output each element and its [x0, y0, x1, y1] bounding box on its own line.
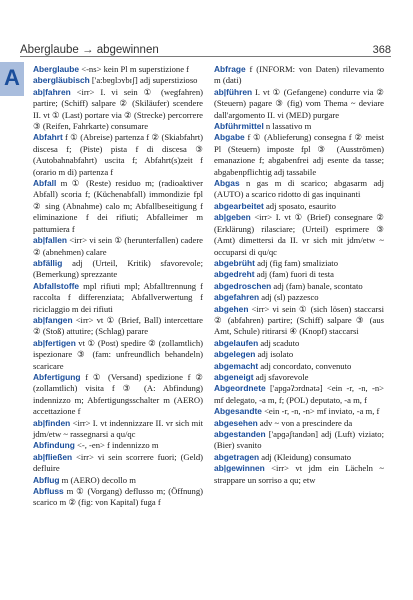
- entry-headword: ab|fließen: [33, 451, 73, 462]
- entry-text: adj concordato, convenuto: [258, 360, 352, 371]
- entry-headword: ab|fertigen: [33, 337, 76, 348]
- dictionary-entry: [214, 372, 384, 383]
- dictionary-entry: [214, 132, 384, 178]
- dictionary-entry: [214, 429, 384, 452]
- dictionary-entry: [214, 281, 384, 292]
- dictionary-entry: [33, 338, 203, 372]
- entry-text: adj (Urteil, Kritik) sfavorevole; (Bemerkung) sprezzante: [33, 257, 203, 280]
- entry-headword: ab|gewinnen: [214, 463, 265, 474]
- running-head: Aberglaube → abgewinnen: [20, 44, 159, 56]
- dictionary-entry: [214, 361, 384, 372]
- entry-headword: abgestanden: [214, 429, 266, 439]
- entry-headword: abgeneigt: [214, 371, 254, 382]
- dictionary-entry: [214, 87, 384, 121]
- entry-text: m ① (Reste) residuo m; (radioaktiver Abfall) scoria f; (Küchenabfall) immondizie fpl ② sing (Abnahme) calo m; Abfallbeseitigung f eliminazione f dei rifiuti; Abfalleimer m pattumiera f: [33, 178, 203, 234]
- entry-text: I. vt ① (Gefangene) condurre via ② (Steuern) pagare ③ (fig) vom Thema ~ deviare dall'argomento II. vi (MED) purgare: [214, 86, 384, 120]
- entry-headword: Abfrage: [214, 64, 246, 74]
- entry-headword: Abgesandte: [214, 406, 262, 417]
- entry-headword: ab|fallen: [33, 235, 67, 246]
- entry-text: <irr> vi sein ① (sich lösen) staccarsi ② (abfahren) partire; (Schiff) salpare ③ (aus Amt, Schule) ritirarsi ④ (Knopf) staccarsi: [214, 303, 384, 337]
- entry-headword: Abflug: [33, 474, 60, 485]
- entry-headword: ab|führen: [214, 86, 253, 97]
- entry-headword: abgedroschen: [214, 280, 272, 291]
- running-header: [20, 38, 391, 57]
- entry-text: <irr> vi sein scorrere fuori; (Geld) defluire: [33, 451, 203, 474]
- entry-headword: ab|fahren: [33, 86, 71, 97]
- entry-text: f ① (Ablieferung) consegna f ② meist Pl (Steuern) imposte fpl ③ (Ausströmen) emanazione f; abgabenfrei adj esente da tasse; abgabenpflichtig adj tassabile: [214, 132, 384, 177]
- entry-headword: Abfertigung: [33, 371, 81, 382]
- dictionary-entry: [214, 452, 384, 463]
- dictionary-entry: [33, 440, 203, 451]
- dictionary-entry: [214, 269, 384, 280]
- right-column: [214, 64, 384, 486]
- entry-headword: ab|finden: [33, 417, 71, 428]
- entry-text: m (AERO) decollo m: [59, 474, 136, 485]
- entry-text: adj (fig fam) smaliziato: [254, 257, 338, 268]
- entry-headword: Abfindung: [33, 440, 75, 451]
- entry-headword: abgehen: [214, 303, 249, 314]
- entry-text: <-, -en> f indennizzo m: [74, 440, 159, 451]
- entry-text: <ein -r, -n, -n> mf inviato, -a m, f: [261, 406, 380, 417]
- dictionary-entry: [214, 64, 384, 87]
- dictionary-entry: [214, 178, 384, 201]
- entry-headword: abgetragen: [214, 451, 260, 462]
- dictionary-entry: [214, 418, 384, 429]
- dictionary-entry: [33, 178, 203, 235]
- dictionary-entry: [33, 258, 203, 281]
- entry-headword: abgebrüht: [214, 257, 255, 268]
- dictionary-entry: [214, 201, 384, 212]
- entry-headword: abergläubisch: [33, 75, 90, 86]
- dictionary-entry: [33, 87, 203, 133]
- dictionary-entry: [33, 64, 203, 75]
- entry-text: f ① (Abreise) partenza f ② (Skiabfahrt) discesa f; (Piste) pista f di discesa ③ (Autobahnabfahrt) uscita f; Abfahrt(s)zeit f (orario m di) partenza f: [33, 132, 203, 177]
- entry-text: adj scaduto: [258, 337, 300, 348]
- entry-headword: ab|geben: [214, 212, 251, 223]
- dictionary-entry: [214, 463, 384, 486]
- dictionary-entry: [33, 372, 203, 418]
- entry-text: <irr> I. vi sein ① (wegfahren) partire; (Schiff) salpare ② (Skiläufer) scendere II. vt ① (Last) portare via ② (Strecke) percorrere ③ (Reifen, Fahrkarte) consumare: [33, 86, 203, 132]
- entry-text: f (INFORM: von Daten) rilevamento m (dati): [214, 64, 384, 86]
- section-letter: A: [4, 65, 20, 90]
- entry-text: adj (fam) fuori di testa: [254, 269, 334, 280]
- entry-text: <irr> I. vt ① (Brief) consegnare ② (Erklärung) rilasciare; (Urteil) esprimere ③ (Amt) dimettersi da II. vr sich mit jdm/etw ~ occuparsi di qu/qc: [214, 212, 384, 257]
- entry-text: ['apɡəʔɔrdnətə] <ein -r, -n, -n> mf delegato, -a m, f; (POL) deputato, -a m, f: [214, 383, 384, 405]
- entry-headword: Abgas: [214, 178, 240, 189]
- entry-headword: Abführmittel: [214, 121, 264, 132]
- entry-text: <irr> vi sein ① (herunterfallen) cadere ② (abnehmen) calare: [33, 235, 203, 257]
- entry-headword: abgelaufen: [214, 337, 259, 348]
- entry-text: adj (Kleidung) consumato: [259, 451, 352, 462]
- dictionary-entry: [214, 349, 384, 360]
- entry-text: m ① (Vorgang) deflusso m; (Öffnung) scarico m ② (fig: von Kapital) fuga f: [33, 486, 203, 508]
- entry-text: n lassativo m: [263, 121, 312, 132]
- entry-headword: abgesehen: [214, 417, 258, 428]
- entry-headword: Abgabe: [214, 132, 245, 143]
- entry-headword: abgedreht: [214, 269, 255, 280]
- entry-text: adj sfavorevole: [253, 371, 309, 382]
- entry-headword: abgelegen: [214, 349, 256, 360]
- entry-headword: abgemacht: [214, 360, 259, 371]
- dictionary-entry: [33, 452, 203, 475]
- entry-headword: Abgeordnete: [214, 383, 266, 394]
- dictionary-entry: [214, 383, 384, 406]
- entry-text: adv ~ von a prescindere da: [257, 417, 353, 428]
- dictionary-entry: [33, 475, 203, 486]
- entry-text: f ① (Versand) spedizione f ② (zollamtlich) visita f ③ (A: Abfindung) indennizzo m; Abfertigungsschalter m (AERO) accettazione f: [33, 371, 203, 417]
- entry-text: <irr> vt jdm ein Lächeln ~ strappare un sorriso a qu; etw: [214, 463, 384, 485]
- entry-headword: Abfluss: [33, 486, 64, 497]
- page-number: 368: [372, 44, 391, 56]
- entry-text: ['a:bɐɡlɔʏbɪʃ] adj superstizioso: [89, 75, 198, 86]
- dictionary-entry: [214, 258, 384, 269]
- entry-headword: Abfallstoffe: [33, 280, 80, 291]
- entry-headword: abfällig: [33, 257, 63, 268]
- entry-headword: Aberglaube: [33, 64, 80, 74]
- dictionary-entry: [33, 281, 203, 315]
- entry-text: n gas m di scarico; abgasarm adj (AUTO) a scarico ridotto di gas inquinanti: [214, 178, 384, 200]
- entry-text: adj sposato, esaurito: [263, 200, 336, 211]
- dictionary-entry: [33, 486, 203, 509]
- entry-text: adj (sl) pazzesco: [259, 292, 319, 303]
- entry-text: vt ① (Post) spedire ② (zollamtlich) ispezionare ③ (fam: unfreundlich behandeln) scaricare: [33, 337, 203, 371]
- dictionary-entry: [214, 304, 384, 338]
- dictionary-entry: [33, 315, 203, 338]
- left-column: [33, 64, 203, 509]
- entry-headword: abgefahren: [214, 292, 260, 303]
- entry-text: adj (fam) banale, scontato: [271, 280, 363, 291]
- entry-text: <-ns> kein Pl m superstizione f: [79, 64, 190, 74]
- dictionary-entry: [214, 292, 384, 303]
- entry-headword: abgearbeitet: [214, 200, 264, 211]
- entry-text: mpl rifiuti mpl; Abfalltrennung f raccolta f differenziata; Abfallverwertung f riciclaggio m dei rifiuti: [33, 280, 203, 314]
- dictionary-entry: [214, 406, 384, 417]
- dictionary-entry: [33, 75, 203, 86]
- dictionary-entry: [33, 235, 203, 258]
- dictionary-entry: [214, 121, 384, 132]
- entry-text: adj isolato: [255, 349, 294, 360]
- dictionary-entry: [33, 132, 203, 178]
- entry-headword: Abfall: [33, 178, 57, 189]
- dictionary-entry: [214, 338, 384, 349]
- dictionary-entry: [214, 212, 384, 258]
- dictionary-entry: [33, 418, 203, 441]
- section-letter-tab: [0, 62, 24, 96]
- entry-text: <irr> vt ① (Brief, Ball) intercettare ② (Stoß) attutire; (Schlag) parare: [33, 314, 203, 337]
- entry-headword: Abfahrt: [33, 132, 63, 143]
- entry-text: <irr> I. vt indennizzare II. vr sich mit jdm/etw ~ rassegnarsi a qu/qc: [33, 417, 203, 439]
- entry-text: ['apɡəʃtandən] adj (Luft) viziato; (Bier) svanito: [214, 429, 384, 451]
- entry-headword: ab|fangen: [33, 314, 73, 325]
